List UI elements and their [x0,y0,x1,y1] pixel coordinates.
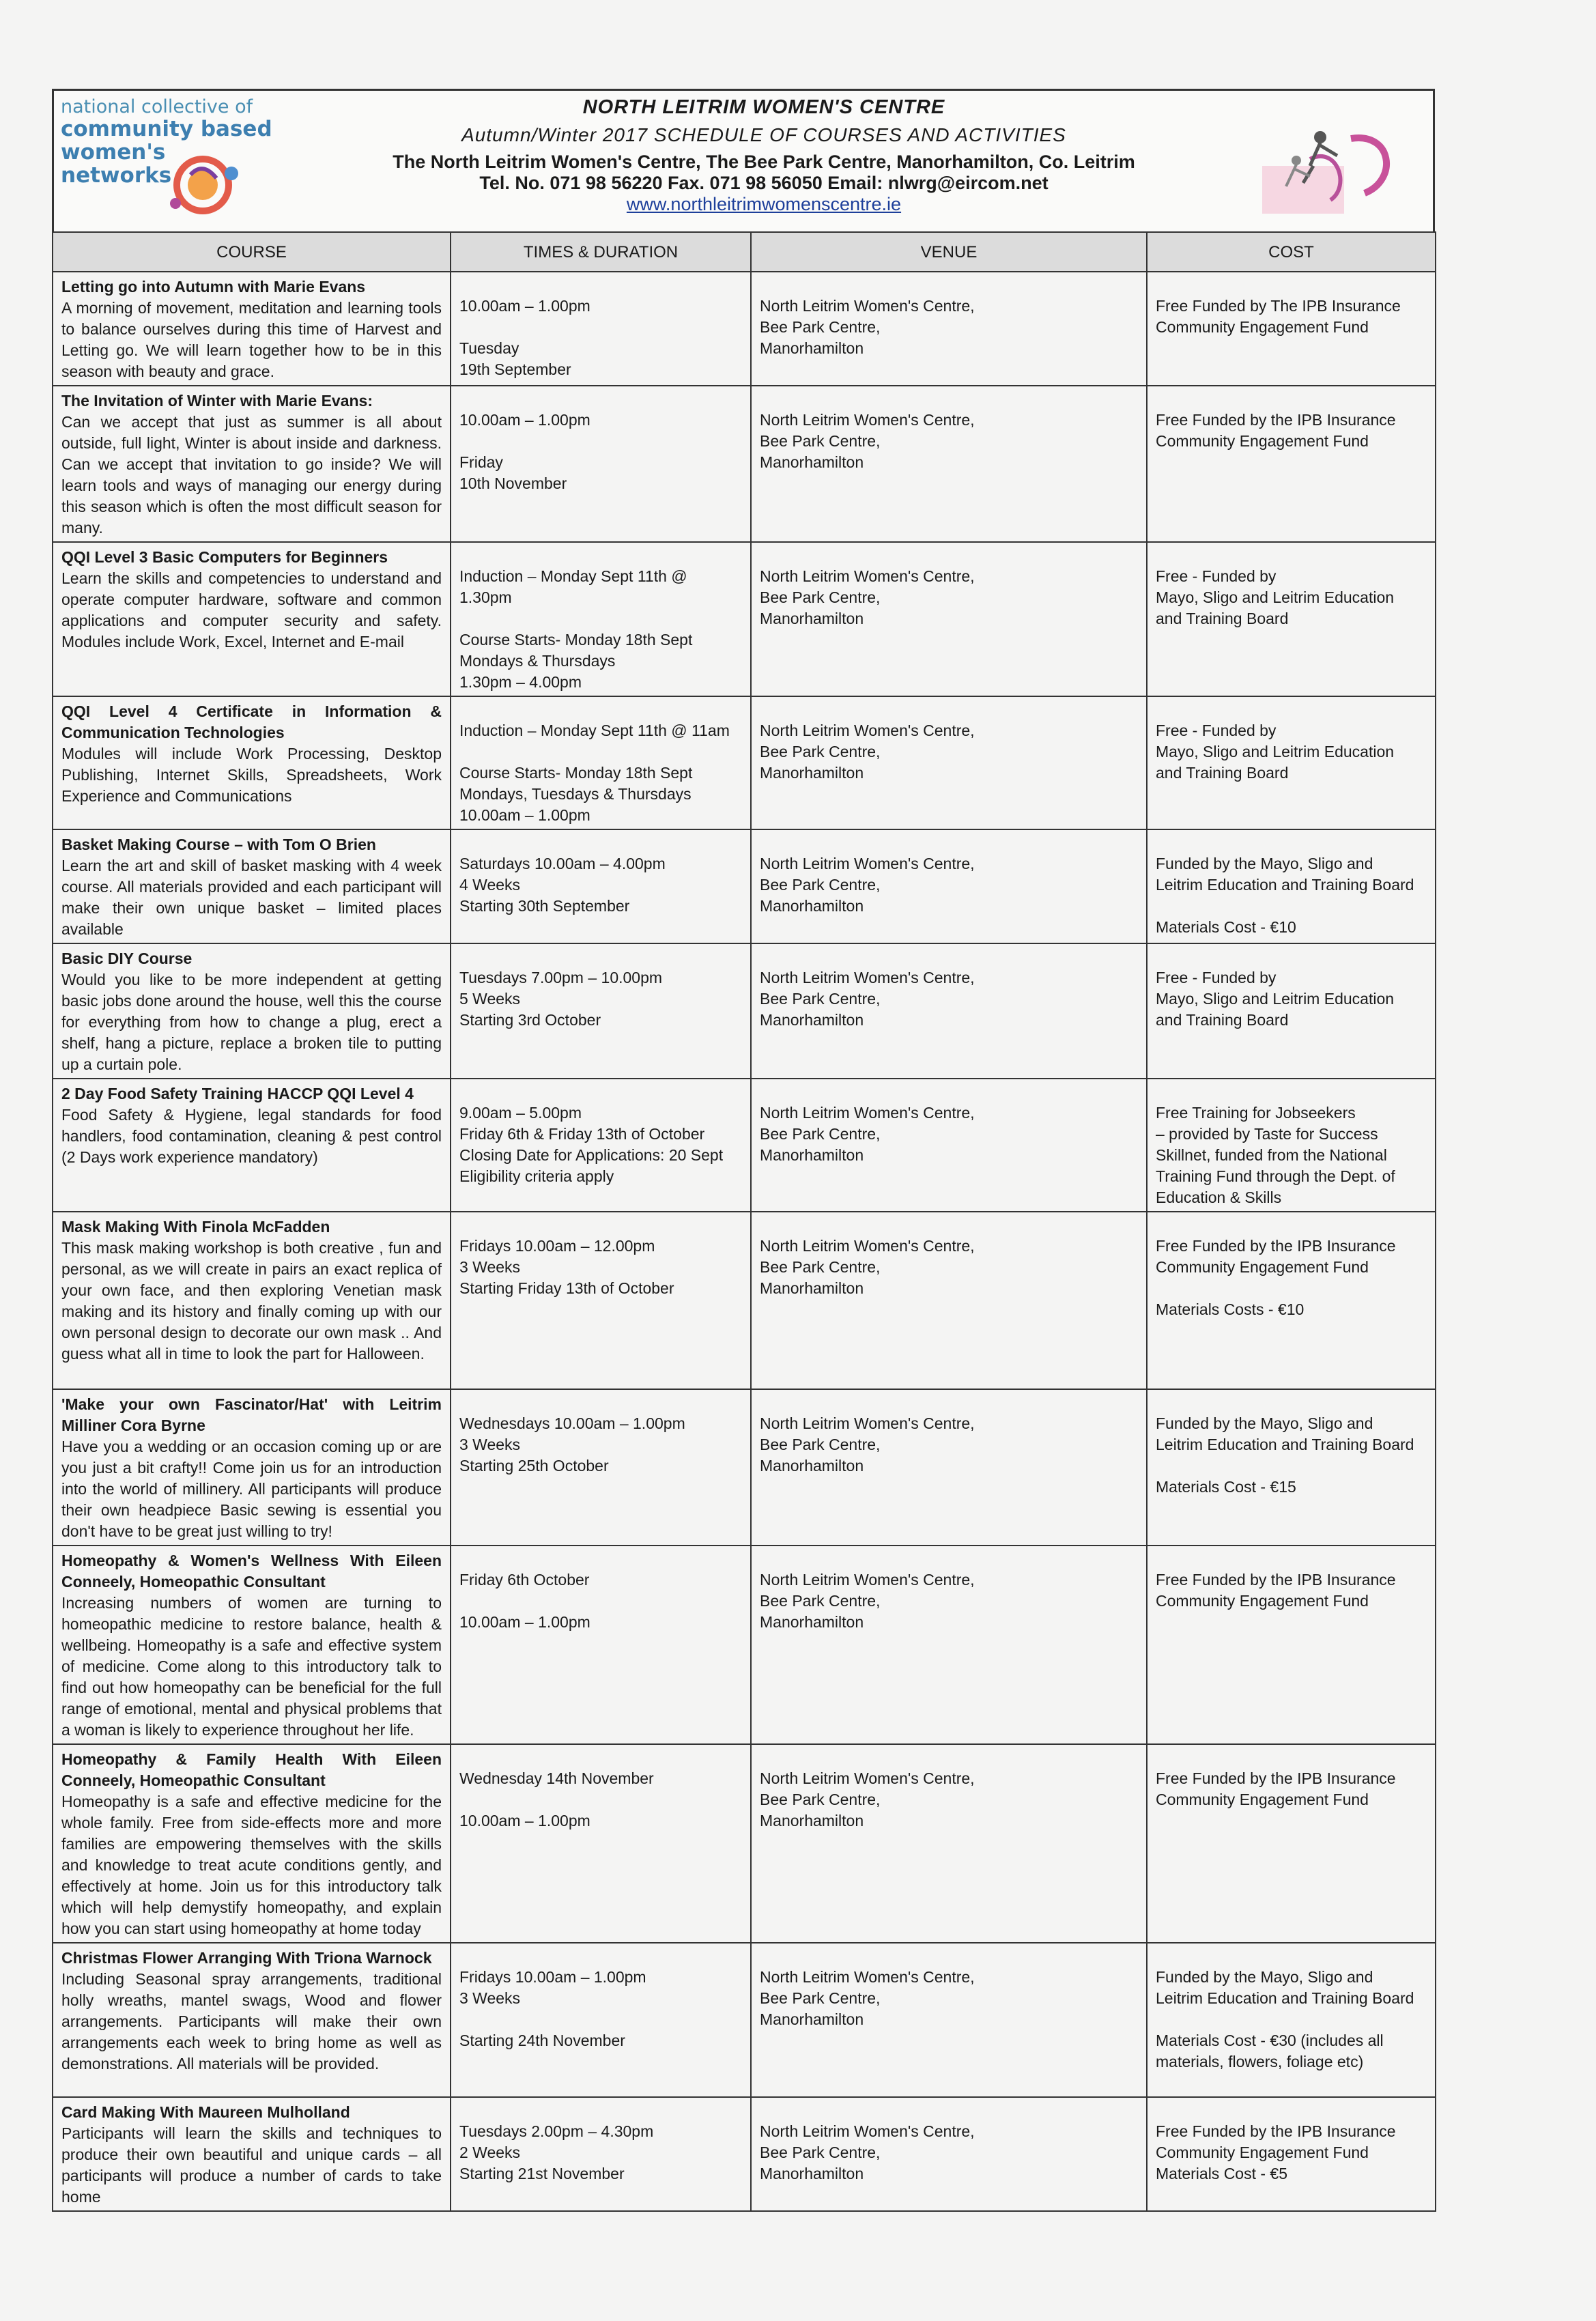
column-header-course: COURSE [53,232,451,272]
cost-line: Mayo, Sligo and Leitrim Education [1156,588,1395,606]
cost-line: Free Funded by the IPB Insurance [1156,1769,1396,1787]
column-header-cost: COST [1147,232,1436,272]
venue-line: Bee Park Centre, [760,1791,881,1808]
table-row [53,386,1436,542]
venue-cell [751,1943,1147,2097]
cost-line: Mayo, Sligo and Leitrim Education [1156,743,1395,760]
times-line: Starting 3rd October [459,1011,601,1029]
times-line: 3 Weeks [459,1989,521,2007]
times-line: 3 Weeks [459,1436,521,1453]
course-description: Can we accept that just as summer is all about outside, full light, Winter is about inside and darkness. Can we accept that invitation to go inside? We will learn tools and ways of managing our energy during this season which is often the most difficult season for many. [61,413,442,537]
times-line: Closing Date for Applications: 20 Sept [459,1146,724,1164]
times-line: Starting 30th September [459,897,630,915]
cost-cell [1147,696,1436,829]
times-line [459,608,742,629]
table-row [53,1389,1436,1546]
venue-line: Bee Park Centre, [760,1125,881,1143]
cost-line: Community Engagement Fund [1156,318,1369,336]
venue-line: Bee Park Centre, [760,990,881,1008]
cost-line: Materials Costs - €10 [1156,1300,1305,1318]
venue-line: North Leitrim Women's Centre, [760,411,975,429]
cost-line: Free Funded by the IPB Insurance [1156,2122,1396,2140]
course-cell [53,386,451,542]
cost-line: Free Funded by the IPB Insurance [1156,1571,1396,1589]
course-cell [53,943,451,1079]
cost-line: Materials Cost - €30 (includes all [1156,2032,1384,2049]
venue-line: North Leitrim Women's Centre, [760,969,975,986]
cost-line: Materials Cost - €5 [1156,2165,1288,2182]
course-title: Basket Making Course – with Tom O Brien [61,836,376,853]
course-description: Learn the skills and competencies to understand and operate computer hardware, software and common applications and computer security and safety. Modules include Work, Excel, Internet and E-mail [61,569,442,651]
course-cell [53,829,451,943]
logo-line-1: national collective of [61,96,253,117]
venue-line: Manorhamilton [760,1812,864,1829]
course-title: Homeopathy & Women's Wellness With Eileen Conneely, Homeopathic Consultant [61,1552,442,1591]
course-cell [53,1389,451,1546]
cost-line: Free - Funded by [1156,969,1277,986]
times-line: Course Starts- Monday 18th Sept [459,764,693,782]
times-cell [451,542,751,696]
venue-cell [751,2097,1147,2211]
course-title: Basic DIY Course [61,950,193,967]
cost-line: Community Engagement Fund [1156,1791,1369,1808]
times-cell [451,2097,751,2211]
times-cell [451,272,751,386]
cost-line: Materials Cost - €10 [1156,918,1296,936]
network-logo [61,96,286,226]
venue-line: North Leitrim Women's Centre, [760,567,975,585]
times-line: Wednesdays 10.00am – 1.00pm [459,1414,685,1432]
venue-line: Manorhamilton [760,1457,864,1475]
table-row [53,1943,1436,2097]
venue-line: Manorhamilton [760,1146,864,1164]
address: The North Leitrim Women's Centre, The Bee Park Centre, Manorhamilton, Co. Leitrim [393,152,1135,172]
logo-line-3: women's [61,140,166,165]
times-line: Eligibility criteria apply [459,1167,614,1185]
venue-line: North Leitrim Women's Centre, [760,855,975,872]
times-line: Mondays & Thursdays [459,652,616,670]
times-line [459,317,742,338]
times-line: 3 Weeks [459,1258,521,1276]
venue-line: North Leitrim Women's Centre, [760,1237,975,1255]
venue-line: North Leitrim Women's Centre, [760,297,975,315]
venue-line: North Leitrim Women's Centre, [760,2122,975,2140]
times-line: 10.00am – 1.00pm [459,806,590,824]
times-line: Fridays 10.00am – 1.00pm [459,1968,646,1986]
venue-line: North Leitrim Women's Centre, [760,1769,975,1787]
table-row [53,542,1436,696]
times-line: 5 Weeks [459,990,521,1008]
venue-cell [751,829,1147,943]
times-line: 9.00am – 5.00pm [459,1104,582,1122]
cost-line: Free Funded by the IPB Insurance [1156,411,1396,429]
venue-cell [751,696,1147,829]
times-line: 10.00am – 1.00pm [459,1812,590,1829]
times-cell [451,1389,751,1546]
times-line: Fridays 10.00am – 12.00pm [459,1237,655,1255]
times-line: Starting 25th October [459,1457,609,1475]
cost-cell [1147,1943,1436,2097]
course-description: Would you like to be more independent at getting basic jobs done around the house, well this the course for everything from how to change a plug, erect a shelf, hang a picture, replace a broken tile to putting up a curtain pole. [61,971,442,1073]
times-cell [451,1744,751,1943]
times-line: 10.00am – 1.00pm [459,411,590,429]
venue-cell [751,542,1147,696]
cost-line [1156,2009,1427,2030]
table-row [53,1212,1436,1389]
times-line [459,2009,742,2030]
course-cell [53,1079,451,1212]
cost-line: Skillnet, funded from the National [1156,1146,1387,1164]
course-title: Homeopathy & Family Health With Eileen Conneely, Homeopathic Consultant [61,1750,442,1789]
cost-line [1156,896,1427,917]
times-line: 19th September [459,360,571,378]
cost-cell [1147,542,1436,696]
cost-line: Community Engagement Fund [1156,1258,1369,1276]
course-description: Modules will include Work Processing, Desktop Publishing, Internet Skills, Spreadsheets, Work Experience and Communications [61,745,442,805]
table-row [53,2097,1436,2211]
cost-line: – provided by Taste for Success [1156,1125,1378,1143]
cost-line: Funded by the Mayo, Sligo and [1156,855,1373,872]
times-cell [451,1943,751,2097]
times-cell [451,696,751,829]
cost-line: Free Training for Jobseekers [1156,1104,1356,1122]
cost-line: materials, flowers, foliage etc) [1156,2053,1364,2070]
table-header-row [53,232,1436,272]
times-line: Starting 24th November [459,2032,625,2049]
website-link[interactable]: www.northleitrimwomenscentre.ie [626,194,902,214]
table-row [53,943,1436,1079]
cost-line: Free Funded by the IPB Insurance [1156,1237,1396,1255]
dancers-logo-icon [1255,118,1406,220]
venue-line: Manorhamilton [760,2010,864,2028]
cost-line: Funded by the Mayo, Sligo and [1156,1968,1373,1986]
venue-line: Bee Park Centre, [760,1592,881,1610]
times-line: Mondays, Tuesdays & Thursdays [459,785,692,803]
cost-cell [1147,943,1436,1079]
table-row [53,272,1436,386]
venue-line: Bee Park Centre, [760,1989,881,2007]
times-line: Induction – Monday Sept 11th @ 11am [459,722,730,739]
times-line: 1.30pm – 4.00pm [459,673,582,691]
venue-cell [751,1744,1147,1943]
times-line: Course Starts- Monday 18th Sept [459,631,693,649]
header-text [313,96,1214,215]
venue-line: Bee Park Centre, [760,432,881,450]
cost-line [1156,1455,1427,1477]
times-line [459,1591,742,1612]
course-cell [53,696,451,829]
venue-line: North Leitrim Women's Centre, [760,1571,975,1589]
table-row [53,1546,1436,1744]
times-cell [451,1079,751,1212]
table-row [53,829,1436,943]
venue-line: Bee Park Centre, [760,876,881,894]
times-cell [451,943,751,1079]
course-title: The Invitation of Winter with Marie Evans: [61,392,373,410]
cost-cell [1147,1546,1436,1744]
cost-line: Materials Cost - €15 [1156,1478,1296,1496]
cost-line: Education & Skills [1156,1188,1282,1206]
cost-line: and Training Board [1156,610,1289,627]
course-title: Mask Making With Finola McFadden [61,1218,330,1236]
course-title: Letting go into Autumn with Marie Evans [61,278,366,296]
venue-cell [751,1212,1147,1389]
course-description: Homeopathy is a safe and effective medicine for the whole family. Free from side-effects more and more families are empowering themselves with the skills and knowledge to treat acute conditions gently, and effectively at home. Join us for this introductory talk which will help demystify homeopathy, and explain how you can start using homeopathy at home today [61,1793,442,1937]
contact-details: Tel. No. 071 98 56220 Fax. 071 98 56050 Email: nlwrg@eircom.net [479,173,1049,193]
cost-line: Leitrim Education and Training Board [1156,1436,1414,1453]
cost-line: Leitrim Education and Training Board [1156,1989,1414,2007]
venue-line: Bee Park Centre, [760,1258,881,1276]
times-line: Wednesday 14th November [459,1769,654,1787]
course-cell [53,1744,451,1943]
cost-line: and Training Board [1156,764,1289,782]
venue-line: Manorhamilton [760,339,864,357]
venue-cell [751,1079,1147,1212]
cost-line: Training Fund through the Dept. of [1156,1167,1395,1185]
course-cell [53,272,451,386]
venue-line: North Leitrim Women's Centre, [760,1968,975,1986]
header [52,89,1435,231]
times-line: Tuesdays 7.00pm – 10.00pm [459,969,663,986]
course-description: Including Seasonal spray arrangements, traditional holly wreaths, mantel swags, Wood and flower arrangements. Participants will make their own arrangements each week to bring home as well as demonstrations. All materials will be provided. [61,1970,442,2073]
table-row [53,1744,1436,1943]
cost-line: and Training Board [1156,1011,1289,1029]
times-line [459,741,742,763]
venue-line: Manorhamilton [760,897,864,915]
cost-line: Free - Funded by [1156,722,1277,739]
times-line: Starting Friday 13th of October [459,1279,674,1297]
course-description: Food Safety & Hygiene, legal standards for food handlers, food contamination, cleaning & pest control (2 Days work experience mandatory) [61,1106,442,1166]
course-title: 'Make your own Fascinator/Hat' with Leitrim Milliner Cora Byrne [61,1395,442,1434]
logo-line-2: community based [61,117,272,141]
times-line [459,431,742,452]
times-line: Tuesdays 2.00pm – 4.30pm [459,2122,654,2140]
times-line: Friday 6th October [459,1571,590,1589]
cost-cell [1147,1079,1436,1212]
cost-cell [1147,386,1436,542]
course-title: QQI Level 4 Certificate in Information & Communication Technologies [61,702,442,741]
course-description: Learn the art and skill of basket masking with 4 week course. All materials provided and each participant will make their own unique basket – limited places available [61,857,442,938]
cost-cell [1147,272,1436,386]
cost-line: Funded by the Mayo, Sligo and [1156,1414,1373,1432]
venue-cell [751,272,1147,386]
course-title: 2 Day Food Safety Training HACCP QQI Level 4 [61,1085,414,1102]
venue-line: Manorhamilton [760,1011,864,1029]
cost-line: Free Funded by The IPB Insurance [1156,297,1401,315]
venue-cell [751,386,1147,542]
course-cell [53,542,451,696]
schedule-sheet [52,89,1435,2212]
cost-cell [1147,1212,1436,1389]
venue-line: North Leitrim Women's Centre, [760,1414,975,1432]
venue-line: Manorhamilton [760,764,864,782]
venue-line: Manorhamilton [760,1613,864,1631]
venue-line: Manorhamilton [760,1279,864,1297]
times-line: 10.00am – 1.00pm [459,1613,590,1631]
course-description: A morning of movement, meditation and learning tools to balance ourselves during this time of Harvest and Letting go. We will learn together how to be in this season with beauty and grace. [61,299,442,380]
cost-line: Mayo, Sligo and Leitrim Education [1156,990,1395,1008]
cost-line: Community Engagement Fund [1156,1592,1369,1610]
times-line: Friday [459,453,503,471]
course-cell [53,2097,451,2211]
course-description: Have you a wedding or an occasion coming up or are you just a bit crafty!! Come join us for an introduction into the world of millinery. All participants will produce their own headpiece Basic sewing is essential you don't have to be great just willing to try! [61,1438,442,1540]
table-row [53,1079,1436,1212]
venue-cell [751,943,1147,1079]
course-description: This mask making workshop is both creative , fun and personal, as we will create in pairs an exact replica of your own face, and then exploring Venetian mask making and its history and finally coming up with our own personal design to decorate our own mask .. And guess what all in time to look the part for Halloween. [61,1239,442,1363]
times-cell [451,386,751,542]
venue-cell [751,1389,1147,1546]
cost-line: Community Engagement Fund [1156,2144,1369,2161]
venue-line: Manorhamilton [760,610,864,627]
venue-line: Bee Park Centre, [760,743,881,760]
venue-line: Bee Park Centre, [760,1436,881,1453]
cost-cell [1147,829,1436,943]
venue-line: Bee Park Centre, [760,318,881,336]
venue-line: Bee Park Centre, [760,588,881,606]
times-line: Tuesday [459,339,519,357]
column-header-venue: VENUE [751,232,1147,272]
course-title: Christmas Flower Arranging With Triona Warnock [61,1949,432,1967]
times-line: Induction – Monday Sept 11th @ 1.30pm [459,567,687,606]
times-cell [451,829,751,943]
page-title: NORTH LEITRIM WOMEN'S CENTRE [582,96,945,118]
venue-line: Manorhamilton [760,453,864,471]
venue-line: Manorhamilton [760,2165,864,2182]
venue-line: Bee Park Centre, [760,2144,881,2161]
cost-cell [1147,1744,1436,1943]
page-subtitle: Autumn/Winter 2017 SCHEDULE OF COURSES AND ACTIVITIES [461,124,1066,145]
course-title: Card Making With Maureen Mulholland [61,2103,350,2121]
times-line: Friday 6th & Friday 13th of October [459,1125,705,1143]
times-line: 2 Weeks [459,2144,521,2161]
course-description: Participants will learn the skills and techniques to produce their own beautiful and unique cards – all participants will produce a number of cards to take home [61,2124,442,2206]
times-line: Starting 21st November [459,2165,625,2182]
venue-cell [751,1546,1147,1744]
times-line: Saturdays 10.00am – 4.00pm [459,855,666,872]
cost-cell [1147,2097,1436,2211]
cost-line: Community Engagement Fund [1156,432,1369,450]
times-cell [451,1546,751,1744]
times-cell [451,1212,751,1389]
cost-line: Free - Funded by [1156,567,1277,585]
cost-line: Leitrim Education and Training Board [1156,876,1414,894]
venue-line: North Leitrim Women's Centre, [760,1104,975,1122]
course-description: Increasing numbers of women are turning to homeopathic medicine to restore balance, health & wellbeing. Homeopathy is a safe and effective system of medicine. Come along to this introductory talk to find out how homeopathy can be beneficial for the full range of emotional, mental and physical problems that a woman is likely to experience throughout her life. [61,1594,442,1739]
venue-line: North Leitrim Women's Centre, [760,722,975,739]
times-line: 10.00am – 1.00pm [459,297,590,315]
courses-table [52,231,1436,2212]
logo-line-4: networks [61,163,172,188]
course-cell [53,1546,451,1744]
course-cell [53,1943,451,2097]
column-header-times: TIMES & DURATION [451,232,751,272]
times-line [459,1789,742,1810]
table-row [53,696,1436,829]
cost-cell [1147,1389,1436,1546]
times-line: 10th November [459,474,567,492]
course-title: QQI Level 3 Basic Computers for Beginners [61,548,388,566]
times-line: 4 Weeks [459,876,521,894]
swirl-logo-icon [155,147,251,223]
course-cell [53,1212,451,1389]
cost-line [1156,1278,1427,1299]
